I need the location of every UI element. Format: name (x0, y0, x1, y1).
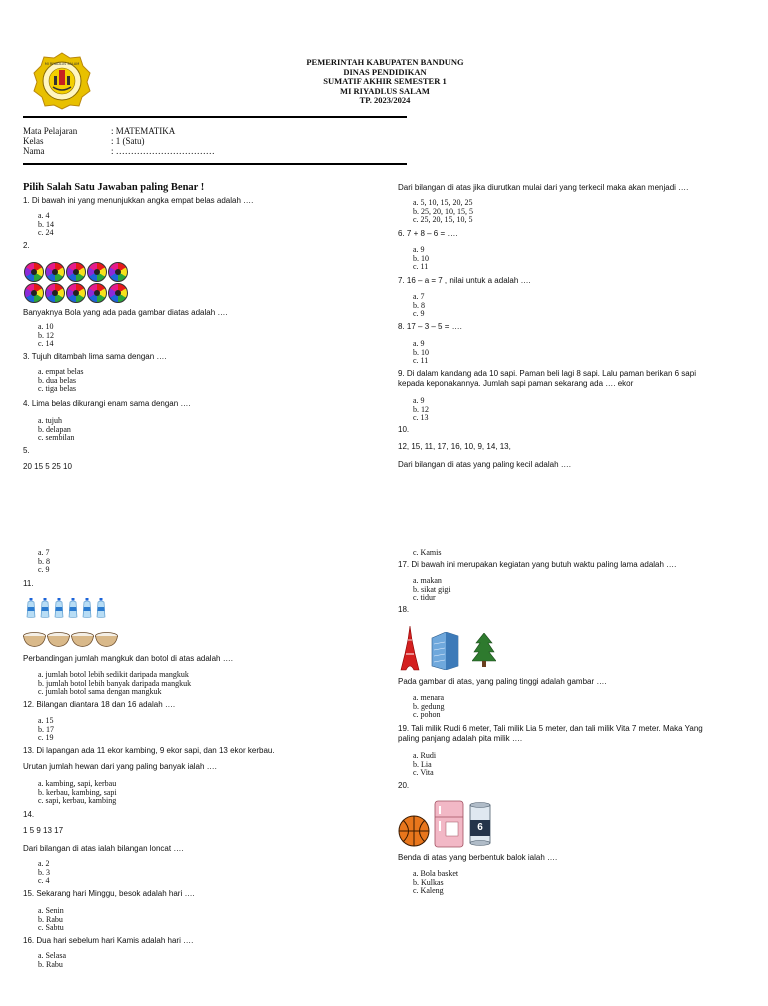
option[interactable]: b. 10 (413, 253, 429, 263)
option[interactable]: b. 25, 20, 10, 15, 5 (413, 206, 473, 216)
options-20 (413, 870, 458, 896)
question-10: Dari bilangan di atas yang paling kecil adalah …. (398, 460, 571, 469)
bowl-icon (23, 632, 46, 647)
option[interactable]: c. tidur (413, 593, 436, 602)
option[interactable]: b. 14 (38, 219, 54, 229)
option[interactable]: b. 3 (38, 867, 50, 877)
letterhead-line: SUMATIF AKHIR SEMESTER 1 (323, 76, 447, 87)
options-2 (38, 323, 54, 349)
options-4 (38, 417, 74, 443)
option[interactable]: b. 10 (413, 347, 429, 357)
option[interactable]: a. menara (413, 693, 445, 702)
question-10-number: 10. (398, 425, 410, 434)
basketball-icon (398, 815, 430, 847)
letterhead-line: TP. 2023/2024 (359, 95, 411, 106)
option[interactable]: b. Rabu (38, 914, 63, 924)
option[interactable]: c. pohon (413, 710, 441, 719)
option[interactable]: b. sikat gigi (413, 584, 451, 594)
question-1: 1. Di bawah ini yang menunjukkan angka empat belas adalah …. (23, 196, 254, 205)
options-8 (413, 340, 429, 366)
bowl-icon (47, 632, 70, 647)
question-13: 13. Di lapangan ada 11 ekor kambing, 9 ekor sapi, dan 13 ekor kerbau. (23, 746, 275, 755)
option[interactable]: a. kambing, sapi, kerbau (38, 779, 117, 788)
option[interactable]: a. 7 (38, 548, 50, 557)
option[interactable]: b. jumlah botol lebih banyak daripada mangkuk (38, 678, 192, 688)
option[interactable]: b. gedung (413, 701, 445, 711)
options-19 (413, 752, 436, 778)
option[interactable]: b. Kulkas (413, 877, 444, 887)
options-12 (38, 717, 54, 743)
option[interactable]: a. 4 (38, 211, 50, 220)
option[interactable]: b. kerbau, kambing, sapi (38, 787, 117, 797)
option[interactable]: b. Rabu (38, 959, 63, 969)
letterhead (270, 58, 500, 106)
ball-icon (66, 283, 86, 303)
option[interactable]: c. Vita (413, 768, 434, 777)
option[interactable]: b. dua belas (38, 375, 76, 385)
options-11 (38, 671, 191, 697)
option[interactable]: c. 14 (38, 339, 54, 348)
option[interactable]: c. 9 (38, 565, 50, 574)
option[interactable]: c. tiga belas (38, 384, 76, 393)
options-17 (413, 577, 451, 603)
fridge-icon (434, 800, 464, 848)
question-19: 19. Tali milik Rudi 6 meter, Tali milik Lia 5 meter, dan tali milik Vita 7 meter. Maka Yang (398, 724, 703, 733)
header-rule (23, 116, 407, 118)
option[interactable]: a. Rudi (413, 751, 437, 760)
options-13 (38, 780, 117, 806)
info-value: : MATEMATIKA (111, 126, 176, 136)
question-9-cont: kepada keponakannya. Jumlah sapi paman sekarang ada …. ekor (398, 379, 634, 388)
info-label: Mata Pelajaran (23, 126, 78, 136)
options-1 (38, 212, 54, 238)
option[interactable]: a. 5, 10, 15, 20, 25 (413, 198, 473, 207)
options-9 (413, 397, 429, 423)
bottle-icon (96, 598, 106, 618)
option[interactable]: b. 8 (38, 556, 50, 566)
option[interactable]: a. 2 (38, 859, 50, 868)
option[interactable]: a. 9 (413, 339, 425, 348)
option[interactable]: a. 9 (413, 245, 425, 254)
tree-icon (472, 633, 496, 667)
option[interactable]: b. 8 (413, 300, 425, 310)
option[interactable]: a. 7 (413, 292, 425, 301)
svg-text:MI RIYADLUS SALAM: MI RIYADLUS SALAM (44, 62, 80, 66)
option[interactable]: c. sembilan (38, 433, 75, 442)
question-20: Benda di atas yang berbentuk balok ialah …. (398, 853, 558, 862)
question-4: 4. Lima belas dikurangi enam sama dengan …. (23, 399, 191, 408)
option[interactable]: a. Bola basket (413, 869, 459, 878)
option[interactable]: c. 11 (413, 356, 429, 365)
option[interactable]: b. 12 (413, 404, 429, 414)
info-label: Nama (23, 146, 45, 156)
question-6: 6. 7 + 8 – 6 = …. (398, 229, 458, 238)
option[interactable]: a. Senin (38, 906, 64, 915)
question-14: Dari bilangan di atas ialah bilangan loncat …. (23, 844, 184, 853)
question-18: Pada gambar di atas, yang paling tinggi adalah gambar …. (398, 677, 607, 686)
question-5: Dari bilangan di atas jika diurutkan mulai dari yang terkecil maka akan menjadi …. (398, 183, 689, 192)
ball-icon (87, 283, 107, 303)
option[interactable]: b. Lia (413, 759, 432, 769)
option[interactable]: a. makan (413, 576, 442, 585)
option[interactable]: c. sapi, kerbau, kambing (38, 796, 117, 805)
bottle-icon (40, 598, 50, 618)
question-15: 15. Sekarang hari Minggu, besok adalah hari …. (23, 889, 195, 898)
info-rule (23, 163, 407, 165)
question-16: 16. Dua hari sebelum hari Kamis adalah hari …. (23, 936, 194, 945)
student-info (23, 126, 215, 156)
option[interactable]: c. 13 (413, 413, 429, 422)
ball-icon (108, 262, 128, 282)
options-15 (38, 907, 64, 933)
question-5-number: 5. (23, 446, 30, 455)
option[interactable]: b. 17 (38, 724, 54, 734)
options-14 (38, 860, 50, 886)
option[interactable]: a. 15 (38, 716, 54, 725)
options-7 (413, 293, 425, 319)
letterhead-line: MI RIYADLUS SALAM (340, 85, 430, 96)
instruction: Pilih Salah Satu Jawaban paling Benar ! (23, 182, 205, 193)
ball-icon (45, 262, 65, 282)
options-16 (38, 952, 66, 969)
question-18-number: 18. (398, 605, 410, 614)
option[interactable]: c. 24 (38, 228, 54, 237)
option[interactable]: c. Kamis (413, 548, 442, 557)
ball-icon (108, 283, 128, 303)
info-label: Kelas (23, 136, 44, 146)
question-2-number: 2. (23, 241, 30, 250)
option[interactable]: b. delapan (38, 424, 71, 434)
ball-icon (24, 262, 44, 282)
ball-icon (87, 262, 107, 282)
option[interactable]: a. empat belas (38, 367, 84, 376)
school-logo (33, 52, 91, 110)
can-label: 6 (477, 822, 483, 833)
option[interactable]: c. Kaleng (413, 886, 444, 895)
letterhead-line: DINAS PENDIDIKAN (343, 66, 427, 77)
option[interactable]: a. 10 (38, 322, 54, 331)
options-5 (413, 199, 473, 225)
options-16-cont (413, 549, 441, 558)
options-10 (38, 549, 50, 575)
ball-icon (66, 262, 86, 282)
question-9: 9. Di dalam kandang ada 10 sapi. Paman beli lagi 8 sapi. Lalu paman berikan 6 sapi (398, 369, 696, 378)
info-value: : 1 (Satu) (111, 136, 145, 146)
question-2: Banyaknya Bola yang ada pada gambar diatas adalah …. (23, 308, 228, 317)
question-10-numbers: 12, 15, 11, 17, 16, 10, 9, 14, 13, (398, 442, 511, 451)
question-17: 17. Di bawah ini merupakan kegiatan yang butuh waktu paling lama adalah …. (398, 560, 677, 569)
question-12: 12. Bilangan diantara 18 dan 16 adalah …. (23, 700, 176, 709)
question-3: 3. Tujuh ditambah lima sama dengan …. (23, 352, 167, 361)
options-18 (413, 694, 445, 720)
option[interactable]: c. 11 (413, 262, 429, 271)
bowl-icon (71, 632, 94, 647)
options-3 (38, 368, 84, 394)
bottle-icon (26, 598, 36, 618)
option[interactable]: a. tujuh (38, 416, 62, 425)
question-11-number: 11. (23, 579, 34, 588)
building-icon (430, 632, 460, 670)
option[interactable]: a. Selasa (38, 951, 66, 960)
bottle-icon (54, 598, 64, 618)
bottle-icon (82, 598, 92, 618)
question-14-numbers: 1 5 9 13 17 (23, 826, 64, 835)
question-5-numbers: 20 15 5 25 10 (23, 462, 72, 471)
option[interactable]: c. 25, 20, 15, 10, 5 (413, 215, 473, 224)
option[interactable]: c. Sabtu (38, 923, 64, 932)
option[interactable]: a. 9 (413, 396, 425, 405)
info-value: : …………………………… (111, 146, 215, 156)
ball-icon (45, 283, 65, 303)
ball-icon (24, 283, 44, 303)
question-19-cont: paling panjang adalah pita milik …. (398, 734, 523, 743)
letterhead-line: PEMERINTAH KABUPATEN BANDUNG (306, 57, 464, 67)
question-7: 7. 16 – a = 7 , nilai untuk a adalah …. (398, 276, 531, 285)
option[interactable]: b. 12 (38, 330, 54, 340)
options-6 (413, 246, 429, 272)
tower-icon (400, 626, 420, 671)
can-icon (469, 802, 491, 846)
question-13-sub: Urutan jumlah hewan dari yang paling banyak ialah …. (23, 762, 217, 771)
bowl-icon (95, 632, 118, 647)
question-8: 8. 17 – 3 – 5 = …. (398, 322, 462, 331)
option[interactable]: c. jumlah botol sama dengan mangkuk (38, 687, 162, 696)
option[interactable]: c. 19 (38, 733, 54, 742)
option[interactable]: a. jumlah botol lebih sedikit daripada mangkuk (38, 670, 189, 679)
question-11: Perbandingan jumlah mangkuk dan botol di atas adalah …. (23, 654, 233, 663)
option[interactable]: c. 9 (413, 309, 425, 318)
question-20-number: 20. (398, 781, 410, 790)
question-14-number: 14. (23, 810, 35, 819)
option[interactable]: c. 4 (38, 876, 50, 885)
bottle-icon (68, 598, 78, 618)
